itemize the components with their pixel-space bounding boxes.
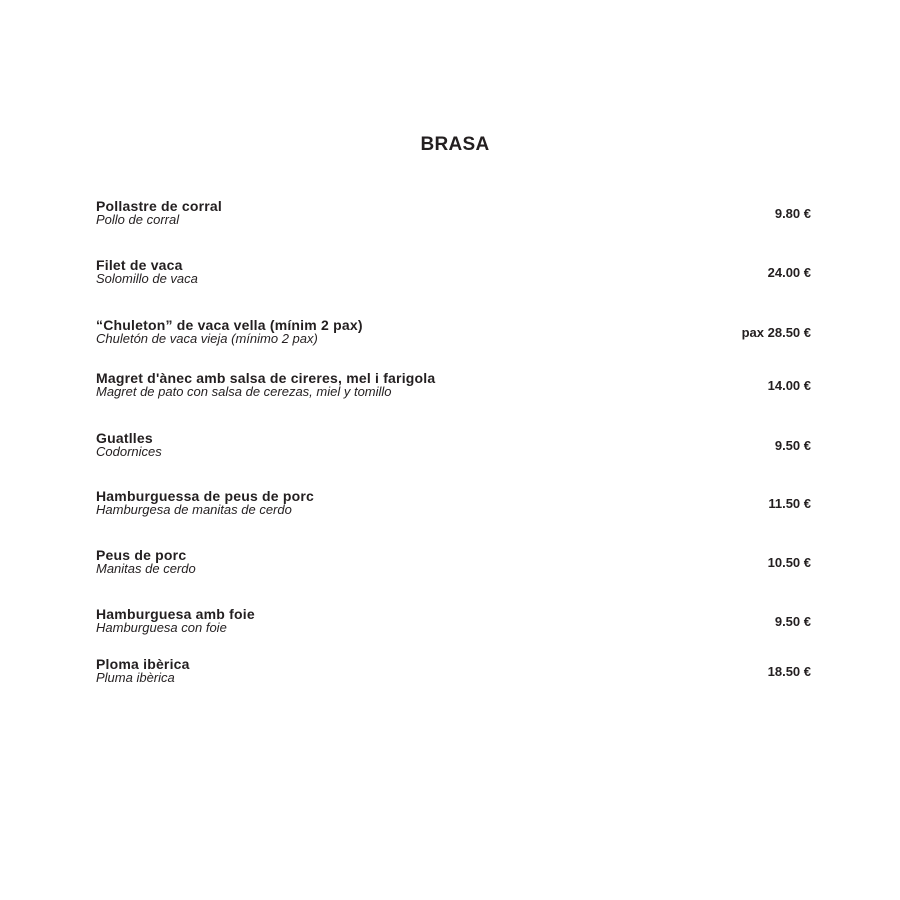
menu-item [96, 657, 811, 697]
item-translation: Codornices [96, 444, 162, 459]
item-translation: Magret de pato con salsa de cerezas, miel y tomillo [96, 384, 392, 399]
item-price: 24.00 € [767, 265, 811, 280]
item-price: pax 28.50 € [741, 325, 811, 340]
menu-title: BRASA [420, 134, 490, 155]
item-name: Pollastre de corral [96, 198, 222, 214]
item-translation: Hamburguesa con foie [96, 620, 227, 635]
menu-item [96, 489, 811, 529]
item-name: Hamburguesa amb foie [96, 606, 255, 622]
menu-item [96, 607, 811, 647]
item-name: “Chuleton” de vaca vella (mínim 2 pax) [96, 317, 363, 333]
item-name: Peus de porc [96, 547, 187, 563]
item-name: Ploma ibèrica [96, 656, 190, 672]
item-translation: Manitas de cerdo [96, 561, 196, 576]
item-translation: Pluma ibèrica [96, 670, 175, 685]
item-price: 18.50 € [767, 664, 811, 679]
item-translation: Solomillo de vaca [96, 271, 198, 286]
item-name: Filet de vaca [96, 257, 183, 273]
item-translation: Pollo de corral [96, 212, 180, 227]
item-price: 9.50 € [774, 438, 811, 453]
menu-item [96, 431, 811, 471]
menu-item [96, 371, 811, 411]
item-price: 9.80 € [774, 206, 811, 221]
item-price: 10.50 € [767, 555, 811, 570]
item-name: Hamburguessa de peus de porc [96, 488, 314, 504]
item-name: Magret d'ànec amb salsa de cireres, mel i farigola [96, 370, 436, 386]
item-price: 14.00 € [767, 378, 811, 393]
item-price: 11.50 € [768, 496, 811, 511]
menu-item [96, 199, 811, 239]
item-price: 9.50 € [774, 614, 811, 629]
menu-item [96, 548, 811, 588]
item-translation: Hamburgesa de manitas de cerdo [96, 502, 292, 517]
menu-item [96, 318, 811, 358]
item-translation: Chuletón de vaca vieja (mínimo 2 pax) [96, 331, 318, 346]
menu-item [96, 258, 811, 298]
item-name: Guatlles [96, 430, 153, 446]
